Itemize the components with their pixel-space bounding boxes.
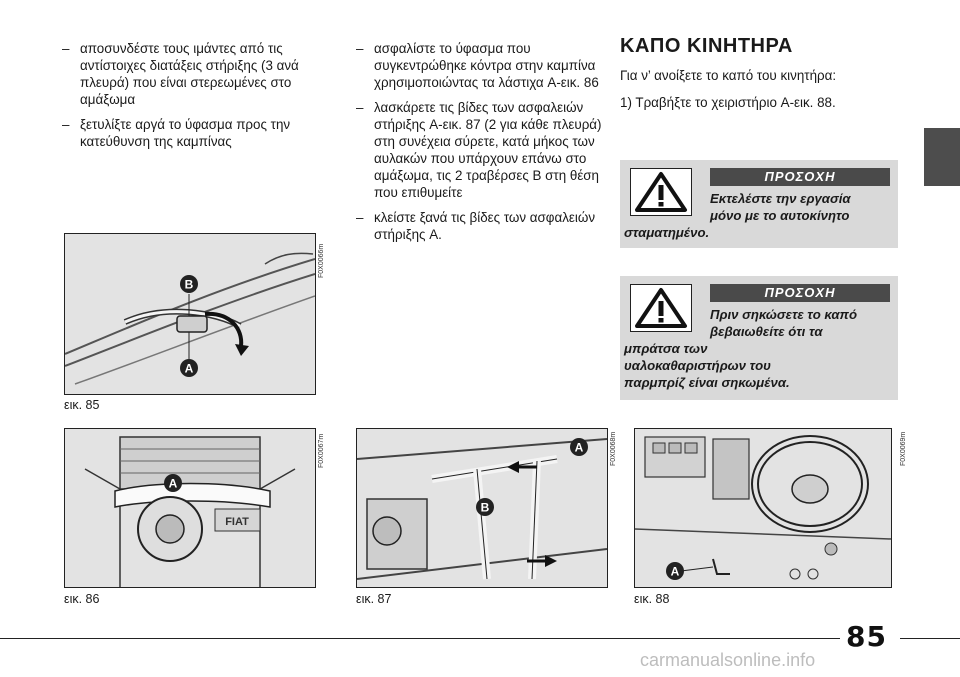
warning-text: Εκτελέστε την εργασία μόνο με το αυτοκίνητο σταματημένο. — [624, 191, 851, 240]
warning-box — [620, 160, 898, 248]
bullet-item: – λασκάρετε τις βίδες των ασφαλειών στήριξης A-εικ. 87 (2 για κάθε πλευρά) στη συνέχεια σύρετε, κατά μήκος των αυλακών που υπάρχουν επάνω στο αμάξωμα, τις 2 τραβέρσες B στη θέση που επιθυμείτε — [356, 100, 602, 200]
figure-86 — [64, 428, 316, 588]
step-1: 1) Τραβήξτε το χειριστήριο A-εικ. 88. — [620, 95, 836, 110]
figure-caption: εικ. 88 — [634, 592, 670, 606]
figure-caption: εικ. 87 — [356, 592, 392, 606]
figure-code: F0X0069m — [900, 431, 907, 466]
section-title: ΚΑΠΟ ΚΙΝΗΤΗΡΑ — [620, 35, 793, 57]
figure-88-illustration — [635, 429, 891, 587]
bullet-item: – ξετυλίξτε αργά το ύφασμα προς την κατεύθυνση της καμπίνας — [62, 117, 291, 149]
figure-caption: εικ. 85 — [64, 398, 100, 412]
figure-85 — [64, 233, 316, 395]
intro-paragraph: Για ν’ ανοίξετε το καπό του κινητήρα: — [620, 68, 837, 83]
figure-88 — [634, 428, 892, 588]
footer-rule — [900, 638, 960, 639]
column-2 — [356, 40, 618, 251]
warning-text: Πριν σηκώσετε το καπό βεβαιωθείτε ότι τα μπράτσα των υαλοκαθαριστήρων του παρμπρίζ είναι σηκωμένα. — [624, 307, 857, 390]
figure-85-illustration — [65, 234, 315, 394]
warning-box — [620, 276, 898, 400]
footer-rule — [0, 638, 840, 639]
figure-87-illustration — [357, 429, 607, 587]
brand-emblem: FIAT — [225, 516, 249, 528]
figure-code: F0X0066m — [318, 243, 325, 278]
figure-label: A — [670, 564, 680, 579]
figure-86-illustration — [65, 429, 315, 587]
watermark: carmanualsonline.info — [640, 650, 816, 670]
bullet-item: – ασφαλίστε το ύφασμα που συγκεντρώθηκε κόντρα στην καμπίνα χρησιμοποιώντας τα λάστιχα A-εικ. 86 — [356, 41, 599, 90]
figure-87 — [356, 428, 608, 588]
page-number: 85 — [846, 620, 887, 653]
figure-code: F0X0067m — [318, 433, 325, 468]
figure-label: A — [184, 361, 194, 376]
column-3 — [620, 35, 905, 121]
warning-heading: ΠΡΟΣΟΧΗ — [710, 284, 890, 302]
figure-caption: εικ. 86 — [64, 592, 100, 606]
figure-label: B — [184, 277, 194, 292]
column-1 — [62, 40, 320, 158]
figure-label: A — [168, 476, 178, 491]
warning-heading: ΠΡΟΣΟΧΗ — [710, 168, 890, 186]
chapter-tab — [924, 128, 960, 186]
figure-label: B — [480, 500, 490, 515]
figure-label: A — [574, 440, 584, 455]
bullet-item: – κλείστε ξανά τις βίδες των ασφαλειών στήριξης A. — [356, 210, 596, 242]
bullet-item: – αποσυνδέστε τους ιμάντες από τις αντίστοιχες διατάξεις στήριξης (3 ανά πλευρά) που είναι στερεωμένες στο αμάξωμα — [62, 41, 299, 107]
figure-code: F0X0068m — [610, 431, 617, 466]
